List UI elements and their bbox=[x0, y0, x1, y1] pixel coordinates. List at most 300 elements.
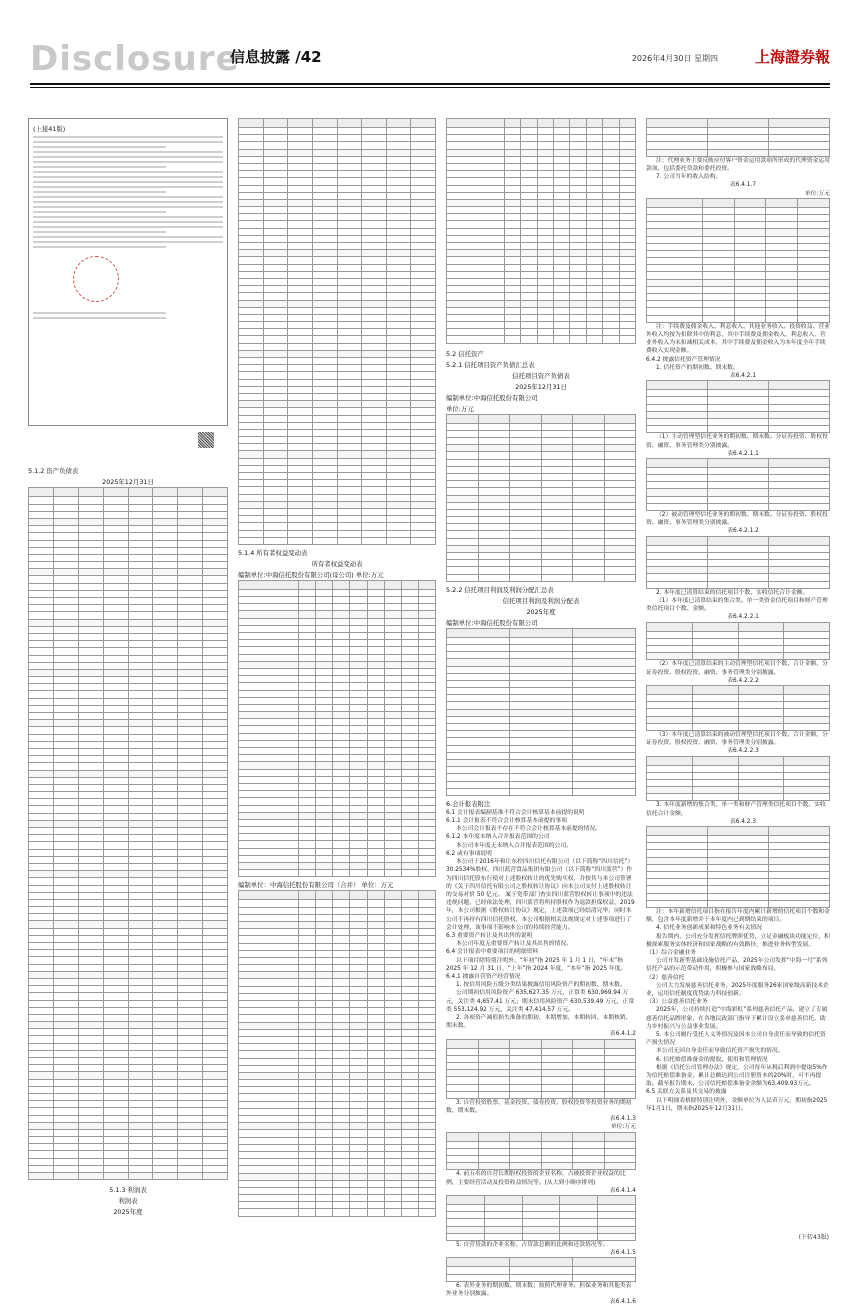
table-row bbox=[29, 720, 228, 727]
table-row bbox=[647, 390, 830, 397]
table-row bbox=[29, 1029, 228, 1036]
new-trust-table bbox=[646, 826, 830, 908]
table-row bbox=[239, 762, 436, 769]
table-row bbox=[29, 1137, 228, 1144]
table-row bbox=[647, 142, 830, 149]
table-row bbox=[29, 526, 228, 533]
para-6-3: 本公司年度无重要资产转让及其出售的情况。 bbox=[456, 941, 572, 948]
heading-5-1-3-year: 2025年度 bbox=[113, 1208, 143, 1217]
table-row bbox=[29, 511, 228, 518]
table-row bbox=[447, 185, 636, 192]
column-2 bbox=[238, 118, 436, 1217]
table-row bbox=[29, 727, 228, 734]
heading-5-1-2-date: 2025年12月31日 bbox=[102, 478, 154, 487]
table-row bbox=[239, 501, 436, 508]
table-row bbox=[447, 473, 636, 480]
heading-5-2-1-sub: 信托项目资产负债表 bbox=[512, 371, 570, 380]
table-row bbox=[447, 1048, 636, 1055]
page-header bbox=[30, 38, 830, 80]
table-row bbox=[647, 850, 830, 857]
table-row bbox=[239, 611, 436, 618]
table-row bbox=[239, 264, 436, 271]
table-row bbox=[447, 178, 636, 185]
table-row bbox=[29, 1129, 228, 1136]
table-row bbox=[239, 1029, 436, 1036]
table-row bbox=[239, 661, 436, 668]
table-row bbox=[239, 437, 436, 444]
table-row bbox=[239, 142, 436, 149]
table-row bbox=[239, 965, 436, 972]
table-row bbox=[239, 156, 436, 163]
table-row bbox=[239, 676, 436, 683]
table-row bbox=[647, 135, 830, 142]
table-row bbox=[29, 849, 228, 856]
table-row bbox=[447, 767, 636, 774]
para-6-4-2-3: 3. 本年度新增的集合类、单一类和财产管理类信托项目个数、实收信托合计金额。 bbox=[646, 802, 826, 817]
table-row bbox=[447, 271, 636, 278]
para-6-4-1-f: 5. 自营贷款的企业名称、占贷款总额的比例和还款情况等。 bbox=[456, 1241, 609, 1248]
table-row bbox=[647, 694, 830, 701]
table-row bbox=[239, 271, 436, 278]
table-row bbox=[239, 719, 436, 726]
table-row bbox=[29, 540, 228, 547]
table-row bbox=[647, 315, 830, 322]
table-row bbox=[447, 688, 636, 695]
table-row bbox=[239, 322, 436, 329]
table-row bbox=[447, 738, 636, 745]
table-row bbox=[239, 755, 436, 762]
table-row bbox=[647, 787, 830, 794]
table-row bbox=[239, 1209, 436, 1216]
table-row bbox=[447, 445, 636, 452]
table-row bbox=[447, 163, 636, 170]
table-row bbox=[239, 604, 436, 611]
table-row bbox=[647, 243, 830, 250]
table-row bbox=[239, 207, 436, 214]
table-label-6-4-1-4: 表6.4.1.4 bbox=[609, 1187, 636, 1194]
table-row bbox=[239, 921, 436, 928]
para-6-4-2-1-b: （2）被动管理型信托业务的期初数、期末数。分证券投资、股权投资、融资、事务管理类分别披露。 bbox=[646, 512, 828, 527]
seal-icon bbox=[73, 256, 119, 302]
cleared-trust-table bbox=[646, 622, 830, 661]
table-label-6-4-2-1: 表6.4.2.1 bbox=[729, 372, 757, 379]
table-row bbox=[647, 772, 830, 779]
table-row bbox=[447, 142, 636, 149]
table-row bbox=[29, 871, 228, 878]
table-row bbox=[647, 418, 830, 425]
continued-on-label: (下转43版) bbox=[798, 1234, 829, 1241]
table-label-6-4-2-1-1: 表6.4.2.1.1 bbox=[727, 450, 759, 457]
table-row bbox=[29, 828, 228, 835]
table-row bbox=[239, 589, 436, 596]
table-row bbox=[239, 192, 436, 199]
table-row bbox=[239, 950, 436, 957]
table-row bbox=[447, 1084, 636, 1091]
table-row bbox=[647, 645, 830, 652]
table-row bbox=[239, 986, 436, 993]
table-row bbox=[239, 487, 436, 494]
para-6-4-2-6-a: 公司大力发展慈善信托业务，2025年度服务26家国家级高新技术企业，运用信托制度优势助力科技创新。 bbox=[646, 982, 829, 997]
table-row bbox=[447, 1156, 636, 1163]
table-row bbox=[239, 379, 436, 386]
table-row bbox=[447, 207, 636, 214]
table-row bbox=[447, 1267, 636, 1274]
table-row bbox=[29, 1022, 228, 1029]
table-row bbox=[239, 943, 436, 950]
para-6-4-2-6: （2）慈善信托 bbox=[646, 974, 685, 981]
table-row bbox=[239, 1101, 436, 1108]
table-row bbox=[647, 631, 830, 638]
para-6-4-2-8-a: 本公司无因自身责任而导致信托资产损失的情况。 bbox=[656, 1048, 784, 1055]
table-row bbox=[239, 221, 436, 228]
para-6-4-2-7: （3）公益慈善信托业务 bbox=[646, 999, 708, 1006]
table-row bbox=[447, 488, 636, 495]
table-row bbox=[239, 668, 436, 675]
table-row bbox=[447, 752, 636, 759]
table-row bbox=[239, 1022, 436, 1029]
table-row bbox=[647, 552, 830, 559]
table-row bbox=[647, 229, 830, 236]
table-row bbox=[447, 481, 636, 488]
table-row bbox=[647, 545, 830, 552]
table-row bbox=[29, 899, 228, 906]
table-row bbox=[447, 774, 636, 781]
table-row bbox=[447, 466, 636, 473]
table-label-6-4-2-2-2: 表6.4.2.2.2 bbox=[727, 677, 759, 684]
heading-5-2-1-unit: 编制单位:中海信托股份有限公司 bbox=[446, 393, 538, 402]
table-row bbox=[447, 1226, 636, 1233]
table-row bbox=[29, 856, 228, 863]
table-row bbox=[29, 770, 228, 777]
table-row bbox=[647, 871, 830, 878]
section-word: Disclosure bbox=[30, 39, 240, 79]
table-row bbox=[647, 503, 830, 510]
table-row bbox=[447, 680, 636, 687]
table-row bbox=[29, 993, 228, 1000]
para-income-note: 注：手续费及佣金收入、利息收入、其他业务收入、投资收益、营业外收入均按为扣除其中的利息，其中手续费及佣金收入，利息收入，营业外收入为未扣减相关成本，其中手续费及佣金收入为本年度全年手续费收入实现金额。 bbox=[646, 323, 830, 355]
table-row bbox=[29, 626, 228, 633]
table-row bbox=[239, 1044, 436, 1051]
trust-profit-table bbox=[446, 628, 636, 796]
table-label-6-4-1-3: 表6.4.1.3 bbox=[609, 1116, 636, 1123]
column-4 bbox=[646, 118, 830, 1113]
table-row bbox=[239, 228, 436, 235]
table-row bbox=[647, 426, 830, 433]
table-row bbox=[447, 250, 636, 257]
table-row bbox=[29, 978, 228, 985]
table-row bbox=[239, 712, 436, 719]
table-row bbox=[447, 1062, 636, 1069]
table-row bbox=[647, 886, 830, 893]
table-row bbox=[647, 207, 830, 214]
table-row bbox=[239, 1080, 436, 1087]
table-row bbox=[239, 171, 436, 178]
table-row bbox=[239, 516, 436, 523]
table-row bbox=[447, 781, 636, 788]
table-row bbox=[447, 221, 636, 228]
table-row bbox=[29, 777, 228, 784]
table-row bbox=[239, 458, 436, 465]
table-row bbox=[239, 329, 436, 336]
table-row bbox=[647, 222, 830, 229]
table-row bbox=[647, 250, 830, 257]
cleared-active-table bbox=[646, 685, 830, 731]
audit-report-box bbox=[28, 118, 228, 426]
table-row bbox=[647, 723, 830, 730]
heading-5-1-2: 5.1.2 资产负债表 bbox=[28, 467, 79, 476]
table-row bbox=[647, 560, 830, 567]
table-row bbox=[239, 235, 436, 242]
para-6-4-1-a: 1. 按信用风险五级分类结果披露信用风险资产的期初数、期末数。 bbox=[456, 982, 626, 989]
table-row bbox=[239, 855, 436, 862]
table-row bbox=[239, 748, 436, 755]
newspaper-logo: 上海證券報 bbox=[754, 48, 830, 66]
table-row bbox=[29, 1158, 228, 1165]
table-row bbox=[647, 794, 830, 801]
table-row bbox=[29, 648, 228, 655]
table-row bbox=[447, 567, 636, 574]
heading-5-1-4-sub: 所有者权益变动表 bbox=[311, 559, 363, 568]
table-row bbox=[239, 199, 436, 206]
table-row bbox=[647, 496, 830, 503]
table-row bbox=[239, 393, 436, 400]
table-label-6-4-2-1-2: 表6.4.2.1.2 bbox=[727, 528, 759, 535]
table-row bbox=[447, 336, 636, 343]
table-row bbox=[29, 1144, 228, 1151]
table-row bbox=[447, 1077, 636, 1084]
table-row bbox=[239, 1180, 436, 1187]
table-row bbox=[29, 878, 228, 885]
para-6-4-2-4-a: 报告期内，公司充分发挥信托牌照优势，立足金融板块功能定位，积极探索服务实体经济和国家战略的有效路径，推进业务转型发展。 bbox=[646, 933, 830, 948]
table-row bbox=[29, 504, 228, 511]
table-row bbox=[29, 1000, 228, 1007]
table-row bbox=[239, 1195, 436, 1202]
table-row bbox=[647, 475, 830, 482]
table-row bbox=[647, 128, 830, 135]
para-6-4-1-b: 公司期初信用风险资产 635,627.35 万元，正常类 630,969.94 万元，关注类 4,657.41 万元；期末信用风险资产 630,539.49 万元，正常类 553,124.92 万元，关注类 47,414.57 万元。 bbox=[446, 990, 635, 1013]
heading-6-4-2: 6.4.2 披露信托资产管理情况 bbox=[646, 356, 721, 363]
para-6-4-2-2: 2. 本年度已清算结束的信托项目个数、实收信托合计金额。 bbox=[656, 589, 809, 596]
table-row bbox=[447, 560, 636, 567]
table-row bbox=[447, 307, 636, 314]
table-row bbox=[647, 149, 830, 156]
table-row bbox=[447, 149, 636, 156]
table-row bbox=[447, 724, 636, 731]
table-row bbox=[29, 533, 228, 540]
table-row bbox=[447, 695, 636, 702]
table-row bbox=[29, 1007, 228, 1014]
table-row bbox=[239, 683, 436, 690]
table-row bbox=[239, 1123, 436, 1130]
table-row bbox=[239, 300, 436, 307]
section-title: 信息披露 /42 bbox=[230, 48, 322, 66]
table-row bbox=[29, 820, 228, 827]
unit-label: 单位:万元 bbox=[446, 404, 474, 413]
table-row bbox=[239, 343, 436, 350]
table-row bbox=[447, 156, 636, 163]
table-row bbox=[29, 633, 228, 640]
table-row bbox=[647, 779, 830, 786]
table-row bbox=[29, 1115, 228, 1122]
para-6-4-1-e: 4. 前五名的自营长期股权投资的企业名称、占被投资企业权益的比例、主要经营活动及投资收益情况等。(从大到小顺序排列) bbox=[446, 1171, 626, 1186]
table-row bbox=[29, 583, 228, 590]
table-row bbox=[647, 857, 830, 864]
table-row bbox=[447, 1163, 636, 1170]
table-label-6-4-2-3: 表6.4.2.3 bbox=[729, 818, 757, 825]
table-row bbox=[447, 1141, 636, 1148]
table-row bbox=[647, 301, 830, 308]
table-row bbox=[447, 702, 636, 709]
table-row bbox=[239, 494, 436, 501]
table-row bbox=[239, 783, 436, 790]
trust-asset-table bbox=[646, 380, 830, 433]
table-row bbox=[29, 662, 228, 669]
table-row bbox=[447, 286, 636, 293]
table-row bbox=[447, 531, 636, 538]
heading-5-2-2: 5.2.2 信托项目利润及利润分配汇总表 bbox=[446, 585, 554, 594]
table-row bbox=[239, 257, 436, 264]
table-row bbox=[29, 950, 228, 957]
table-row bbox=[239, 286, 436, 293]
table-row bbox=[29, 1079, 228, 1086]
table-row bbox=[239, 350, 436, 357]
table-row bbox=[29, 1072, 228, 1079]
table-row bbox=[239, 336, 436, 343]
heading-5-2: 5.2 信托资产 bbox=[446, 349, 484, 358]
table-row bbox=[239, 776, 436, 783]
heading-6-4-1: 6.4.1 披露自营资产经营情况 bbox=[446, 973, 521, 980]
cleared-passive-table bbox=[646, 756, 830, 802]
table-row bbox=[447, 745, 636, 752]
passive-trust-table bbox=[646, 536, 830, 589]
table-row bbox=[239, 149, 436, 156]
table-row bbox=[29, 907, 228, 914]
table-row bbox=[239, 1058, 436, 1065]
table-row bbox=[447, 759, 636, 766]
para-6-4-2-2-c: （3）本年度已清算结束的被动管理型信托项目个数、合计金额，分证券投资、股权投资、融资、事务管理类分别披露。 bbox=[646, 731, 828, 747]
table-row bbox=[239, 697, 436, 704]
table-row bbox=[29, 576, 228, 583]
table-row bbox=[29, 554, 228, 561]
table-row bbox=[447, 1233, 636, 1240]
table-row bbox=[447, 264, 636, 271]
table-row bbox=[647, 709, 830, 716]
table-row bbox=[447, 659, 636, 666]
table-row bbox=[29, 943, 228, 950]
table-row bbox=[239, 1130, 436, 1137]
table-row bbox=[29, 741, 228, 748]
table-row bbox=[239, 422, 436, 429]
table-row bbox=[647, 279, 830, 286]
loan-table bbox=[446, 1257, 636, 1281]
para-6-1-2: 本公司本年度无未纳入合并报表范围的公司。 bbox=[456, 842, 572, 849]
heading-5-1-3-sub: 利润表 bbox=[118, 1197, 138, 1206]
table-row bbox=[447, 709, 636, 716]
table-row bbox=[29, 784, 228, 791]
table-row bbox=[29, 928, 228, 935]
para-6-4-2-3-note: 注：本年新增信托项目指在报告年度内累计新增的信托项目个数和金额，包含本年度新增并于本年度内已到期结束的项目。 bbox=[646, 908, 830, 924]
table-row bbox=[239, 185, 436, 192]
table-row bbox=[239, 929, 436, 936]
table-label-6-4-2-2-1: 表6.4.2.2.1 bbox=[727, 614, 759, 621]
table-row bbox=[239, 250, 436, 257]
table-row bbox=[29, 1151, 228, 1158]
table-row bbox=[239, 1087, 436, 1094]
table-row bbox=[239, 914, 436, 921]
table-row bbox=[239, 827, 436, 834]
table-row bbox=[239, 733, 436, 740]
table-row bbox=[447, 243, 636, 250]
table-row bbox=[29, 1093, 228, 1100]
table-row bbox=[239, 618, 436, 625]
para-6-4-2-1-a: （1）主动管理型信托业务的期初数、期末数。分证券投资、股权投资、融资、事务管理类分别披露。 bbox=[646, 434, 828, 449]
table-row bbox=[29, 669, 228, 676]
table-row bbox=[239, 444, 436, 451]
table-row bbox=[647, 286, 830, 293]
table-row bbox=[29, 698, 228, 705]
table-row bbox=[447, 673, 636, 680]
issue-date: 2026年4月30日 星期四 bbox=[631, 54, 718, 63]
heading-6-1-1: 6.1.1 会计报表不符合会计核算基本前提的事项 bbox=[446, 818, 567, 825]
heading-5-2-1: 5.2.1 信托项目资产负债汇总表 bbox=[446, 360, 535, 369]
table-row bbox=[447, 1219, 636, 1226]
table-row bbox=[447, 314, 636, 321]
heading-5-1-4-unit: 编制单位:中海信托股份有限公司(母公司) 单位:万元 bbox=[238, 570, 384, 579]
table-row bbox=[29, 756, 228, 763]
table-row bbox=[239, 178, 436, 185]
para-6-4-2-8: 5. 本公司履行受托人义务情况及因本公司自身责任而导致的信托资产损失情况 bbox=[646, 1031, 826, 1047]
table-row bbox=[239, 128, 436, 135]
table-row bbox=[647, 258, 830, 265]
table-row bbox=[239, 1144, 436, 1151]
table-row bbox=[647, 574, 830, 581]
equity-change-table-parent bbox=[238, 580, 436, 878]
table-row bbox=[447, 1274, 636, 1281]
table-row bbox=[447, 538, 636, 545]
para-6-4-2-9: 6. 信托赔偿准备金的提取、使用和管理情况 bbox=[656, 1056, 768, 1063]
table-row bbox=[447, 495, 636, 502]
table-row bbox=[239, 812, 436, 819]
table-row bbox=[239, 936, 436, 943]
table-row bbox=[647, 467, 830, 474]
table-row bbox=[239, 1159, 436, 1166]
table-row bbox=[239, 307, 436, 314]
table-row bbox=[447, 517, 636, 524]
table-row bbox=[647, 843, 830, 850]
table-row bbox=[647, 702, 830, 709]
table-row bbox=[447, 135, 636, 142]
table-row bbox=[29, 705, 228, 712]
table-row bbox=[447, 329, 636, 336]
table-row bbox=[29, 792, 228, 799]
table-row bbox=[239, 972, 436, 979]
table-row bbox=[447, 553, 636, 560]
table-row bbox=[239, 508, 436, 515]
table-row bbox=[29, 691, 228, 698]
unit-label-2: 单位:万元 bbox=[610, 1124, 636, 1131]
table-row bbox=[239, 473, 436, 480]
header-rule-thin bbox=[30, 87, 830, 88]
table-row bbox=[29, 734, 228, 741]
balance-sheet-table-consolidated bbox=[238, 118, 436, 545]
heading-6-1-2: 6.1.2 本年度未纳入合并报表范围的公司 bbox=[446, 834, 550, 841]
table-row bbox=[239, 834, 436, 841]
table-row bbox=[239, 386, 436, 393]
table-row bbox=[447, 293, 636, 300]
table-row bbox=[29, 655, 228, 662]
table-row bbox=[447, 214, 636, 221]
table-row bbox=[239, 654, 436, 661]
